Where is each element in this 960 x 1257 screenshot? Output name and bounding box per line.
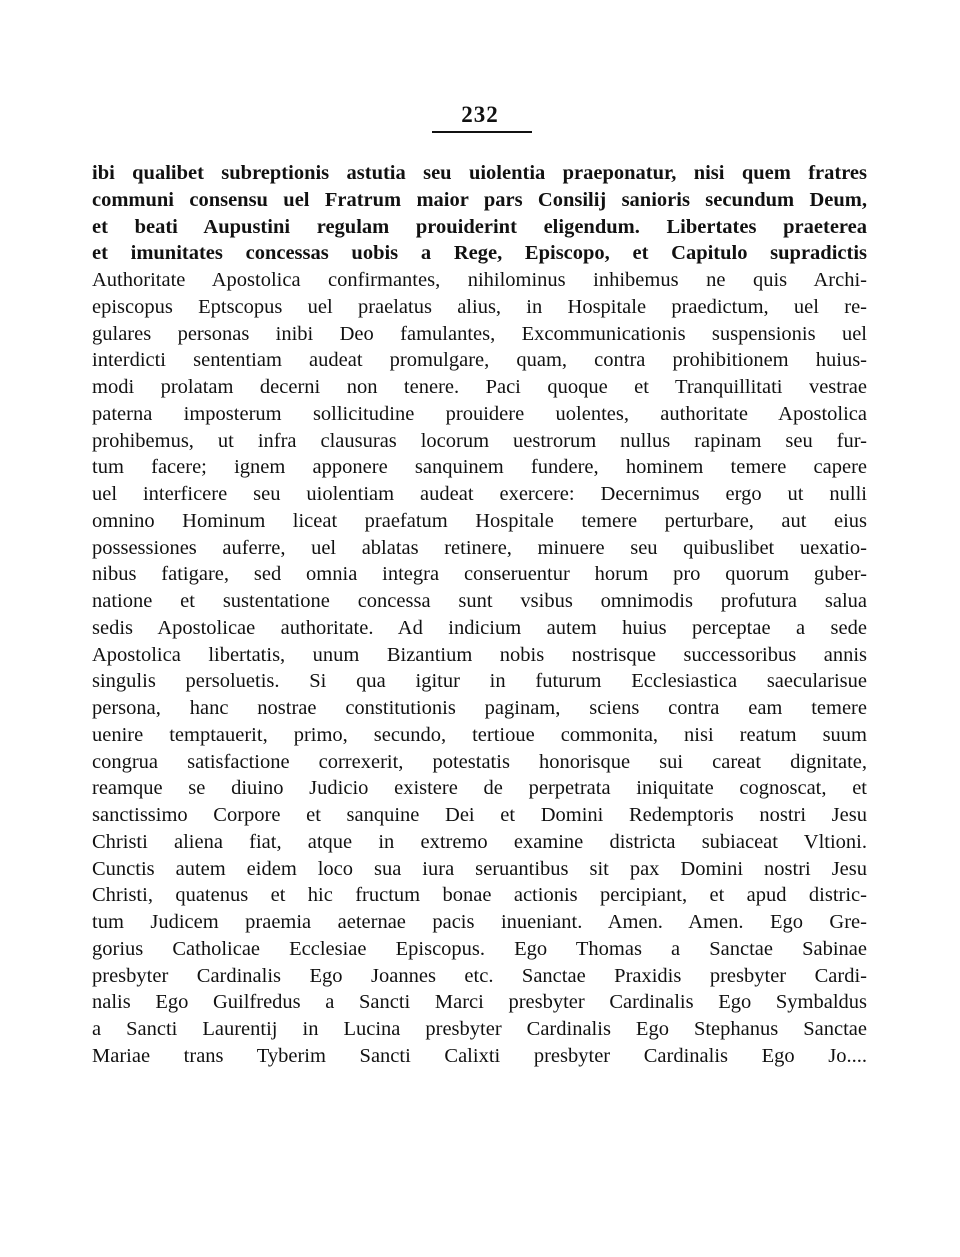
text-line: presbyter Cardinalis Ego Joannes etc. Sanctae Praxidis presbyter Cardi-	[92, 964, 867, 987]
text-line: et beati Aupustini regulam prouiderint eligendum. Libertates praeterea	[92, 215, 867, 238]
text-line: natione et sustentatione concessa sunt vsibus omnimodis profutura salua	[92, 590, 867, 612]
text-line: tum facere; ignem apponere sanquinem fundere, hominem temere capere	[92, 456, 867, 479]
text-line: modi prolatam decerni non tenere. Paci quoque et Tranquillitati vestrae	[92, 376, 867, 398]
text-line: nalis Ego Guilfredus a Sancti Marci presbyter Cardinalis Ego Symbaldus	[92, 991, 867, 1014]
text-line: communi consensu uel Fratrum maior pars Consilij sanioris secundum Deum,	[92, 188, 867, 211]
text-line: Christi, quatenus et hic fructum bonae actionis percipiant, et apud distric-	[92, 884, 867, 907]
text-line: sedis Apostolicae authoritate. Ad indicium autem huius perceptae a sede	[92, 616, 867, 639]
page-number: 232	[461, 102, 499, 127]
text-line: singulis persoluetis. Si qua igitur in futurum Ecclesiastica saecularisue	[92, 670, 867, 693]
text-line: Authoritate Apostolica confirmantes, nihilominus inhibemus ne quis Archi-	[92, 269, 867, 291]
text-line: possessiones auferre, uel ablatas retinere, minuere seu quibuslibet uexatio-	[92, 536, 867, 559]
text-line: a Sancti Laurentij in Lucina presbyter Cardinalis Ego Stephanus Sanctae	[92, 1018, 867, 1040]
text-line: interdicti sententiam audeat promulgare, quam, contra prohibitionem huius-	[92, 349, 867, 372]
text-line: persona, hanc nostrae constitutionis paginam, sciens contra eam temere	[92, 697, 867, 719]
text-line: uel interficere seu uiolentiam audeat exercere: Decernimus ergo ut nulli	[92, 483, 867, 505]
text-line: gorius Catholicae Ecclesiae Episcopus. Ego Thomas a Sanctae Sabinae	[92, 937, 867, 960]
text-line: reamque se diuino Judicio existere de perpetrata iniquitate cognoscat, et	[92, 777, 867, 800]
text-line: Christi aliena fiat, atque in extremo examine districta subiaceat Vltioni.	[92, 830, 867, 853]
text-line: Mariae trans Tyberim Sancti Calixti presbyter Cardinalis Ego Jo....	[92, 1044, 867, 1067]
text-line: gulares personas inibi Deo famulantes, Excommunicationis suspensionis uel	[92, 322, 867, 345]
text-line: paterna imposterum sollicitudine prouidere uolentes, authoritate Apostolica	[92, 402, 867, 425]
text-line: uenire temptauerit, primo, secundo, tertioue commonita, nisi reatum suum	[92, 723, 867, 746]
text-line: prohibemus, ut infra clausuras locorum uestrorum nullus rapinam seu fur-	[92, 429, 867, 452]
text-line: et imunitates concessas uobis a Rege, Episcopo, et Capitulo supradictis	[92, 242, 867, 265]
page-number-rule	[432, 131, 532, 133]
text-line: nibus fatigare, sed omnia integra conseruentur horum pro quorum guber-	[92, 563, 867, 586]
text-line: episcopus Eptscopus uel praelatus alius, in Hospitale praedictum, uel re-	[92, 295, 867, 318]
body-text	[92, 160, 867, 1070]
text-line: tum Judicem praemia aeternae pacis inueniant. Amen. Amen. Ego Gre-	[92, 911, 867, 933]
text-line: omnino Hominum liceat praefatum Hospitale temere perturbare, aut eius	[92, 509, 867, 532]
text-line: Cunctis autem eidem loco sua iura seruantibus sit pax Domini nostri Jesu	[92, 857, 867, 880]
text-line: sanctissimo Corpore et sanquine Dei et Domini Redemptoris nostri Jesu	[92, 804, 867, 826]
text-line: ibi qualibet subreptionis astutia seu uiolentia praeponatur, nisi quem fratres	[92, 162, 867, 184]
text-line: congrua satisfactione correxerit, potestatis honorisque sui careat dignitate,	[92, 750, 867, 773]
text-line: Apostolica libertatis, unum Bizantium nobis nostrisque successoribus annis	[92, 643, 867, 666]
